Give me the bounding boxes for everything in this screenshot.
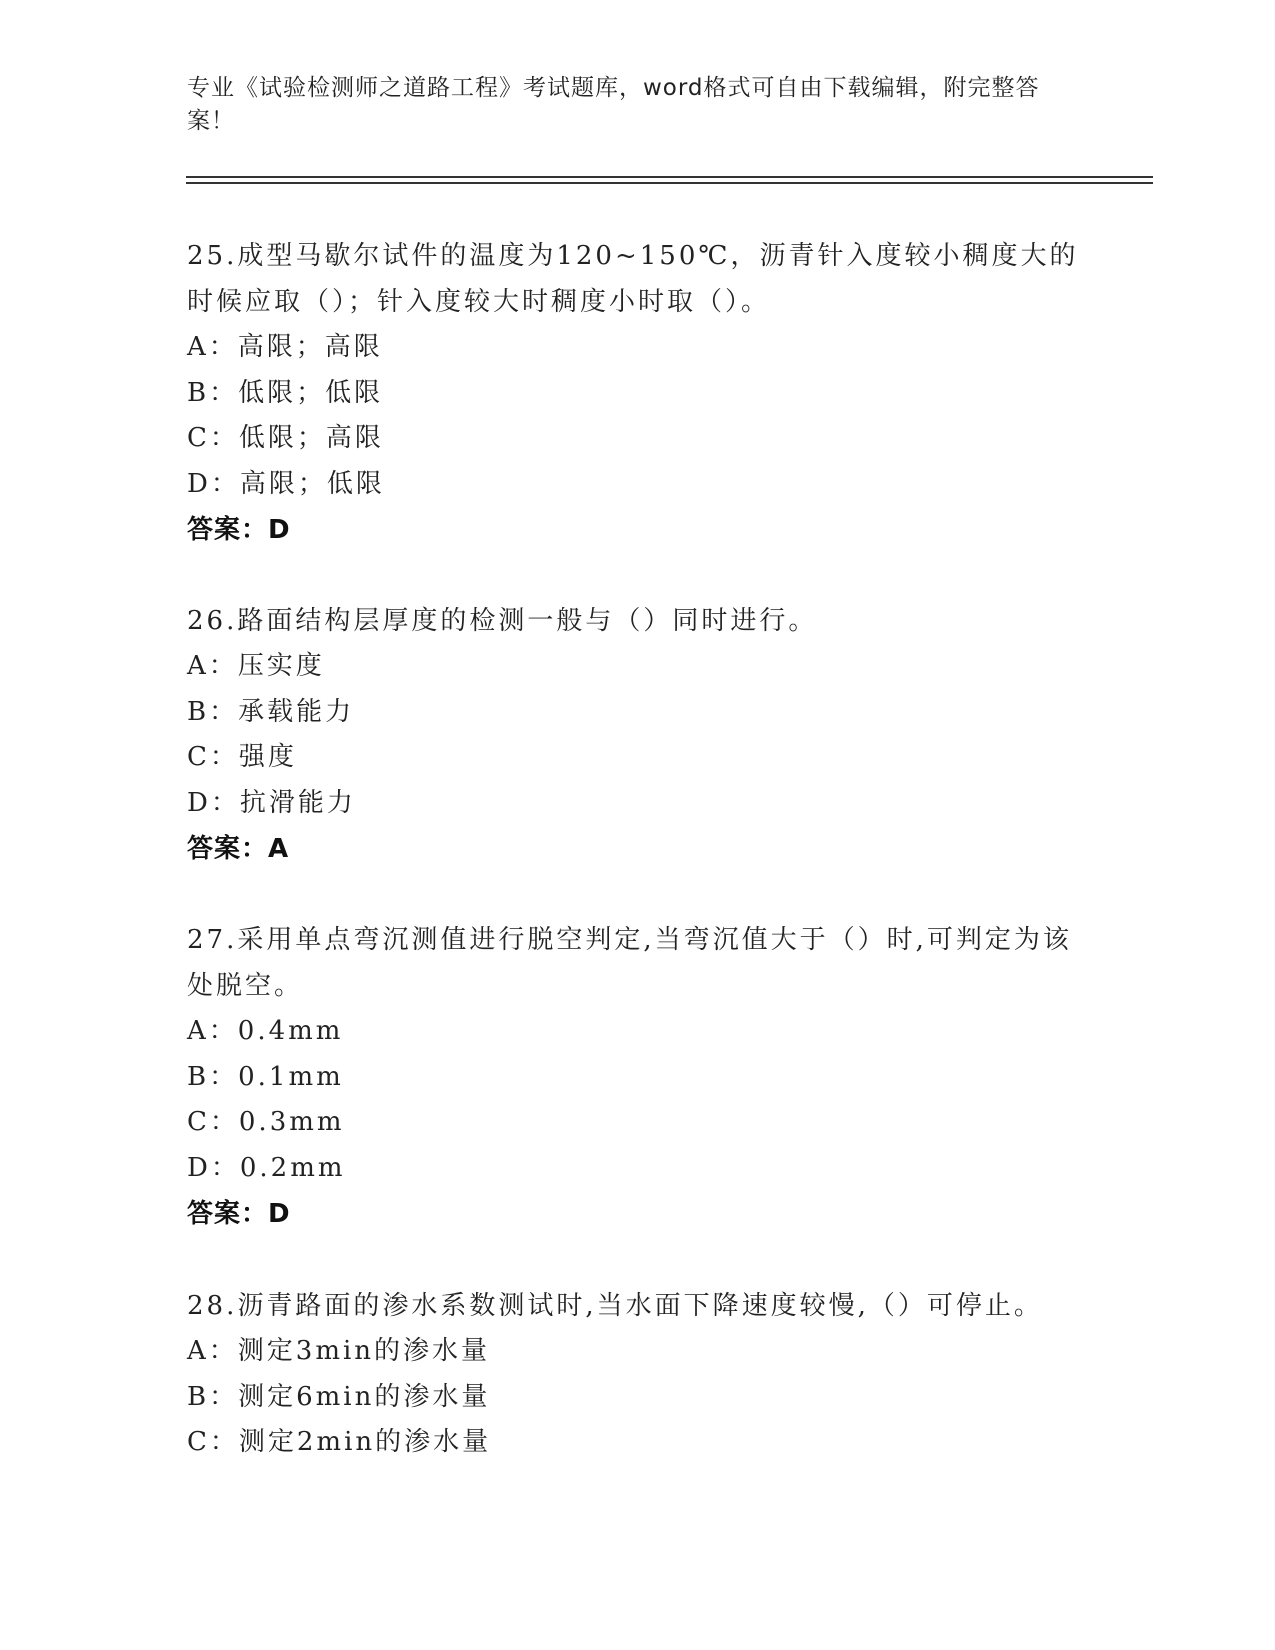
question-25 [187, 233, 1087, 553]
question-26 [187, 598, 1087, 872]
option-d: D：高限；低限 [187, 468, 385, 499]
option-c: C：低限；高限 [187, 423, 384, 453]
question-27 [187, 917, 1087, 1237]
question-28 [187, 1283, 1087, 1466]
option-b: B：测定6min的渗水量 [187, 1381, 491, 1412]
option-b: B：0.1mm [187, 1061, 344, 1092]
option-b: B：低限；低限 [187, 377, 384, 408]
option-c: C：测定2min的渗水量 [187, 1427, 492, 1457]
answer-line: 答案：A [187, 834, 290, 864]
document-header: 专业《试验检测师之道路工程》考试题库，word格式可自由下载编辑，附完整答案！ [187, 75, 1040, 134]
header-rule-top [186, 176, 1153, 178]
question-stem: 27.采用单点弯沉测值进行脱空判定,当弯沉值大于（）时,可判定为该处脱空。 [187, 925, 1072, 1001]
answer-line: 答案：D [187, 1199, 291, 1229]
option-d: D：0.2mm [187, 1152, 346, 1183]
option-c: C：强度 [187, 742, 297, 772]
option-a: A：测定3min的渗水量 [187, 1336, 491, 1366]
header-rule-bottom [186, 182, 1153, 184]
answer-line: 答案：D [187, 515, 291, 545]
option-a: A：压实度 [187, 651, 325, 681]
option-a: A：高限；高限 [187, 332, 383, 362]
option-c: C：0.3mm [187, 1107, 345, 1137]
option-a: A：0.4mm [187, 1016, 344, 1046]
option-b: B：承载能力 [187, 696, 355, 727]
question-stem: 28.沥青路面的渗水系数测试时,当水面下降速度较慢,（）可停止。 [187, 1291, 1043, 1321]
question-stem: 25.成型马歇尔试件的温度为120~150℃，沥青针入度较小稠度大的时候应取（）；针入度较大时稠度小时取（）。 [187, 241, 1079, 317]
question-stem: 26.路面结构层厚度的检测一般与（）同时进行。 [187, 606, 818, 636]
option-d: D：抗滑能力 [187, 787, 356, 818]
